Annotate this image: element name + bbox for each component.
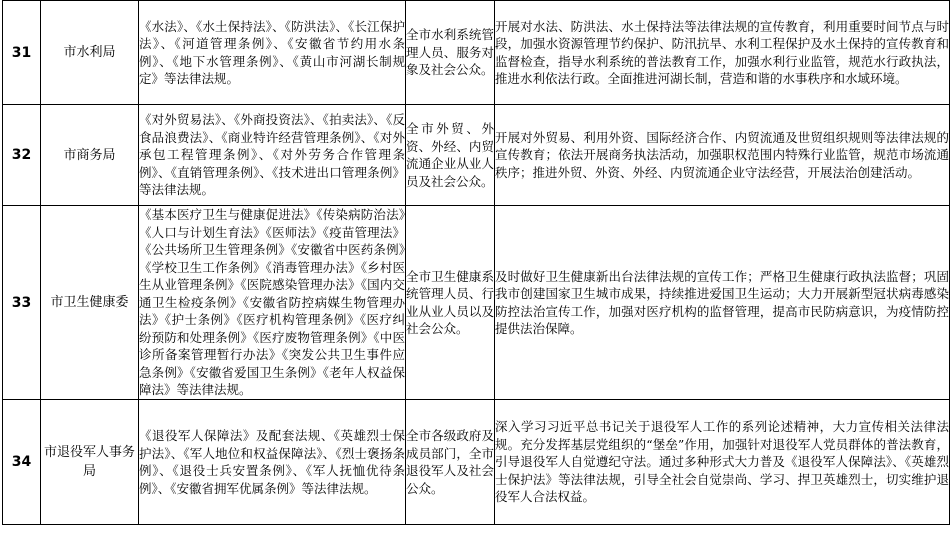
publicity-content: 开展对外贸易、利用外资、国际经济合作、内贸流通及世贸组织规则等法律法规的宣传教育；依法开展商务执法活动，加强职权范围内特殊行业监管，规范市场流通秩序；推进外贸、外资、外经、内贸流通企业守法经营，开展法治创建活动。 [495, 105, 950, 206]
laws-list: 《水法》、《水土保持法》、《防洪法》、《长江保护法》、《河道管理条例》、《安徽省节约用水条例》、《地下水管理条例》、《黄山市河湖长制规定》等法律法规。 [139, 1, 406, 105]
department-name: 市水利局 [41, 1, 139, 105]
table-body [3, 1, 950, 525]
law-publicity-table [2, 0, 950, 525]
department-name: 市退役军人事务局 [41, 400, 139, 525]
table-row [3, 400, 950, 525]
table-row [3, 206, 950, 400]
publicity-content: 深入学习习近平总书记关于退役军人工作的系列论述精神，大力宣传相关法律法规。充分发挥基层党组织的“堡垒”作用，加强针对退役军人党员群体的普法教育，引导退役军人自觉遵纪守法。通过多种形式大力普及《退役军人保障法》、《英雄烈士保护法》等法律法规，引导全社会自觉崇尚、学习、捍卫英雄烈士，切实维护退役军人合法权益。 [495, 400, 950, 525]
row-number: 31 [3, 1, 41, 105]
row-number: 32 [3, 105, 41, 206]
laws-list: 《退役军人保障法》及配套法规、《英雄烈士保护法》、《军人地位和权益保障法》、《烈士褒扬条例》、《退役士兵安置条例》、《军人抚恤优待条例》、《安徽省拥军优属条例》等法律法规。 [139, 400, 406, 525]
laws-list: 《基本医疗卫生与健康促进法》《传染病防治法》《人口与计划生育法》《医师法》《疫苗管理法》《公共场所卫生管理条例》《安徽省中医药条例》《学校卫生工作条例》《消毒管理办法》《乡村医生从业管理条例》《医院感染管理办法》《国内交通卫生检疫条例》《安徽省防控病媒生物管理办法》《护士条例》《医疗机构管理条例》《医疗纠纷预防和处理条例》《医疗废物管理条例》《中医诊所备案管理暂行办法》《突发公共卫生事件应急条例》《安徽省爱国卫生条例》《老年人权益保障法》等法律法规。 [139, 206, 406, 400]
table-row [3, 1, 950, 105]
department-name: 市卫生健康委 [41, 206, 139, 400]
publicity-content: 及时做好卫生健康新出台法律法规的宣传工作；严格卫生健康行政执法监督；巩固我市创建国家卫生城市成果，持续推进爱国卫生运动；大力开展新型冠状病毒感染防控法治宣传工作，加强对医疗机构的监督管理，提高市民防病意识，为疫情防控提供法治保障。 [495, 206, 950, 400]
table-row [3, 105, 950, 206]
publicity-content: 开展对水法、防洪法、水土保持法等法律法规的宣传教育，利用重要时间节点与时段，加强水资源管理节约保护、防汛抗旱、水利工程保护及水土保持的宣传教育和监督检查，指导水利系统的普法教育工作，加强水利行业监管，规范水行政执法，推进水利依法行政。全面推进河湖长制，营造和谐的水事秩序和水域环境。 [495, 1, 950, 105]
target-audience: 全市卫生健康系统管理人员、行业从业人员以及社会公众。 [406, 206, 495, 400]
laws-list: 《对外贸易法》、《外商投资法》、《拍卖法》、《反食品浪费法》、《商业特许经营管理条例》、《对外承包工程管理条例》、《对外劳务合作管理条例》、《直销管理条例》、《技术进出口管理条例》等法律法规。 [139, 105, 406, 206]
target-audience: 全市各级政府及成员部门，全市退役军人及社会公众。 [406, 400, 495, 525]
row-number: 33 [3, 206, 41, 400]
row-number: 34 [3, 400, 41, 525]
target-audience: 全市水利系统管理人员、服务对象及社会公众。 [406, 1, 495, 105]
department-name: 市商务局 [41, 105, 139, 206]
target-audience: 全市外贸、外资、外经、内贸流通企业从业人员及社会公众。 [406, 105, 495, 206]
